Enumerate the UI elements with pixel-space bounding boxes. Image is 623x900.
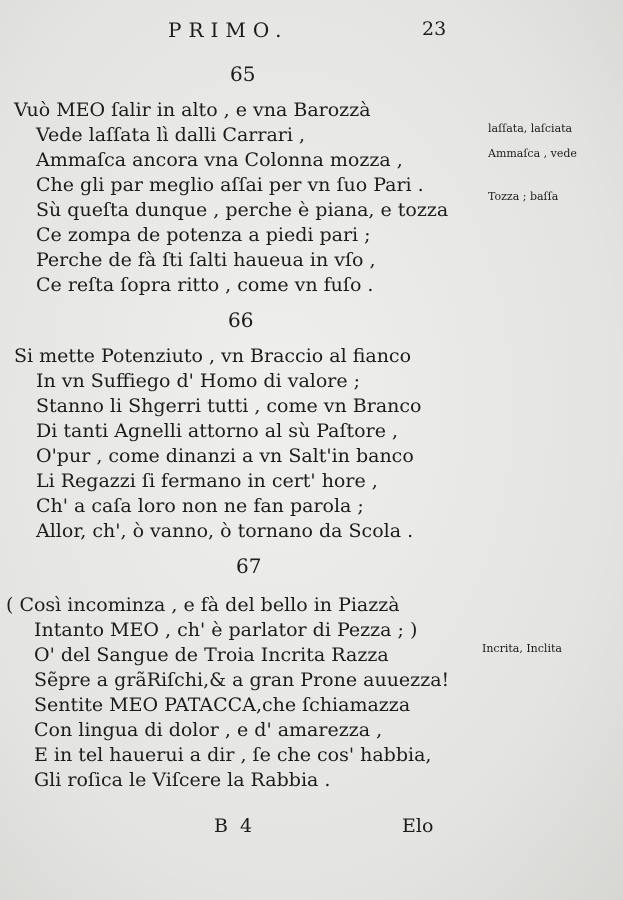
verse-line: E in tel hauerui a dir , ſe che cos' habbia, [34, 744, 432, 766]
verse-line: Sẽpre a grãRiſchi,& a gran Prone auuezza! [34, 669, 450, 691]
stanza-number: 67 [236, 554, 262, 578]
verse-line: Di tanti Agnelli attorno al sù Paſtore , [36, 420, 399, 442]
verse-line: Ce zompa de potenza a piedi pari ; [36, 224, 371, 246]
verse-line: In vn Suffiego d' Homo di valore ; [36, 370, 361, 392]
verse-line: Si mette Potenziuto , vn Braccio al fianco [14, 345, 412, 367]
verse-line: Sù queſta dunque , perche è piana, e tozza [36, 199, 449, 221]
signature-mark: B 4 [214, 815, 253, 837]
margin-gloss: Incrita, Inclita [482, 642, 562, 655]
verse-line: Con lingua di dolor , e d' amarezza , [34, 719, 383, 741]
verse-line: Allor, ch', ò vanno, ò tornano da Scola . [36, 520, 414, 542]
verse-line: Ch' a caſa loro non ne fan parola ; [36, 495, 364, 517]
verse-line: Ce reſta ſopra ritto , come vn fuſo . [36, 274, 374, 296]
verse-line: Intanto MEO , ch' è parlator di Pezza ; ) [34, 619, 418, 641]
stanza-number: 65 [230, 62, 256, 86]
verse-line: Ammaſca ancora vna Colonna mozza , [36, 149, 403, 171]
verse-line: Perche de fà ſti ſalti haueua in vſo , [36, 249, 376, 271]
running-title: PRIMO. [168, 18, 289, 42]
margin-gloss: Tozza ; baſſa [488, 190, 559, 203]
verse-line: ( Così incominza , e fà del bello in Piazzà [6, 594, 400, 616]
verse-line: Stanno li Shgerri tutti , come vn Branco [36, 395, 422, 417]
margin-gloss: laſſata, laſciata [488, 122, 573, 135]
verse-line: Sentite MEO PATACCA,che ſchiamazza [34, 694, 411, 716]
verse-line: Vuò MEO ſalir in alto , e vna Barozzà [14, 99, 371, 121]
page-number: 23 [422, 18, 447, 40]
verse-line: Vede laſſata lì dalli Carrari , [36, 124, 306, 146]
verse-line: Li Regazzi ſi fermano in cert' hore , [36, 470, 378, 492]
catchword: Elo [402, 815, 434, 837]
verse-line: O'pur , come dinanzi a vn Salt'in banco [36, 445, 414, 467]
stanza-number: 66 [228, 308, 254, 332]
verse-line: O' del Sangue de Troia Incrita Razza [34, 644, 389, 666]
verse-line: Gli roſica le Viſcere la Rabbia . [34, 769, 331, 791]
margin-gloss: Ammaſca , vede [488, 147, 577, 160]
verse-line: Che gli par meglio aſſai per vn ſuo Pari . [36, 174, 424, 196]
